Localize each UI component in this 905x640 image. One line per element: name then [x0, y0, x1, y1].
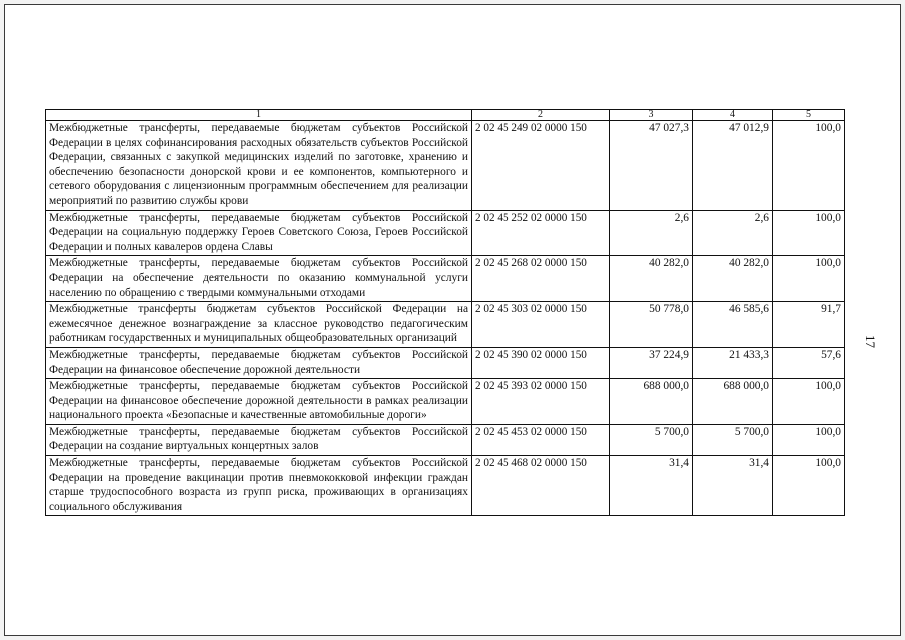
row-planned: 50 778,0 — [610, 302, 693, 348]
table-row — [46, 256, 845, 302]
row-description: Межбюджетные трансферты, передаваемые бюджетам субъектов Российской Федерации на социальную поддержку Героев Советского Союза, Героев Российской Федерации и полных кавалеров ордена Славы — [46, 210, 472, 256]
row-description: Межбюджетные трансферты, передаваемые бюджетам субъектов Российской Федерации на финансовое обеспечение дорожной деятельности — [46, 347, 472, 378]
row-percent: 100,0 — [773, 456, 845, 516]
table-body — [46, 121, 845, 516]
table-row — [46, 121, 845, 211]
row-planned: 37 224,9 — [610, 347, 693, 378]
row-description: Межбюджетные трансферты, передаваемые бюджетам субъектов Российской Федерации на финансовое обеспечение дорожной деятельности в рамках реализации национального проекта «Безопасные и качественные автомобильные дороги» — [46, 379, 472, 425]
row-code: 2 02 45 393 02 0000 150 — [472, 379, 610, 425]
row-executed: 2,6 — [693, 210, 773, 256]
table-row — [46, 424, 845, 455]
row-percent: 91,7 — [773, 302, 845, 348]
header-col-3: 3 — [610, 110, 693, 121]
table-row — [46, 302, 845, 348]
row-code: 2 02 45 390 02 0000 150 — [472, 347, 610, 378]
row-code: 2 02 45 468 02 0000 150 — [472, 456, 610, 516]
header-row — [46, 110, 845, 121]
header-col-2: 2 — [472, 110, 610, 121]
row-code: 2 02 45 453 02 0000 150 — [472, 424, 610, 455]
row-planned: 31,4 — [610, 456, 693, 516]
row-description: Межбюджетные трансферты, передаваемые бюджетам субъектов Российской Федерации на обеспечение деятельности по оказанию коммунальной услуги населению по обращению с твердыми коммунальными отходами — [46, 256, 472, 302]
budget-transfers-table — [45, 109, 845, 516]
row-percent: 100,0 — [773, 256, 845, 302]
row-planned: 2,6 — [610, 210, 693, 256]
row-code: 2 02 45 252 02 0000 150 — [472, 210, 610, 256]
row-description: Межбюджетные трансферты, передаваемые бюджетам субъектов Российской Федерации на проведение вакцинации против пневмококковой инфекции граждан старше трудоспособного возраста из групп риска, проживающих в организациях социального обслуживания — [46, 456, 472, 516]
table-row — [46, 210, 845, 256]
table-header — [46, 110, 845, 121]
header-col-4: 4 — [693, 110, 773, 121]
row-description: Межбюджетные трансферты, передаваемые бюджетам субъектов Российской Федерации в целях софинансирования расходных обязательств субъектов Российской Федерации, связанных с закупкой медицинских изделий по заготовке, хранению и обеспечению безопасности донорской крови и ее компонентов, компьютерного и сетевого оборудования с лицензионным программным обеспечением для реализации мероприятий по развитию службы крови — [46, 121, 472, 211]
row-executed: 5 700,0 — [693, 424, 773, 455]
row-planned: 47 027,3 — [610, 121, 693, 211]
row-percent: 57,6 — [773, 347, 845, 378]
row-executed: 688 000,0 — [693, 379, 773, 425]
table-row — [46, 347, 845, 378]
header-col-5: 5 — [773, 110, 845, 121]
row-planned: 40 282,0 — [610, 256, 693, 302]
page-number: 17 — [863, 335, 878, 348]
row-executed: 46 585,6 — [693, 302, 773, 348]
row-description: Межбюджетные трансферты бюджетам субъектов Российской Федерации на ежемесячное денежное вознаграждение за классное руководство педагогическим работникам государственных и муниципальных общеобразовательных организаций — [46, 302, 472, 348]
row-planned: 5 700,0 — [610, 424, 693, 455]
row-description: Межбюджетные трансферты, передаваемые бюджетам субъектов Российской Федерации на создание виртуальных концертных залов — [46, 424, 472, 455]
header-col-1: 1 — [46, 110, 472, 121]
row-executed: 40 282,0 — [693, 256, 773, 302]
row-executed: 21 433,3 — [693, 347, 773, 378]
row-code: 2 02 45 268 02 0000 150 — [472, 256, 610, 302]
row-executed: 47 012,9 — [693, 121, 773, 211]
row-planned: 688 000,0 — [610, 379, 693, 425]
table-row — [46, 456, 845, 516]
row-percent: 100,0 — [773, 121, 845, 211]
row-percent: 100,0 — [773, 379, 845, 425]
row-percent: 100,0 — [773, 424, 845, 455]
row-executed: 31,4 — [693, 456, 773, 516]
row-code: 2 02 45 249 02 0000 150 — [472, 121, 610, 211]
row-code: 2 02 45 303 02 0000 150 — [472, 302, 610, 348]
row-percent: 100,0 — [773, 210, 845, 256]
table-row — [46, 379, 845, 425]
